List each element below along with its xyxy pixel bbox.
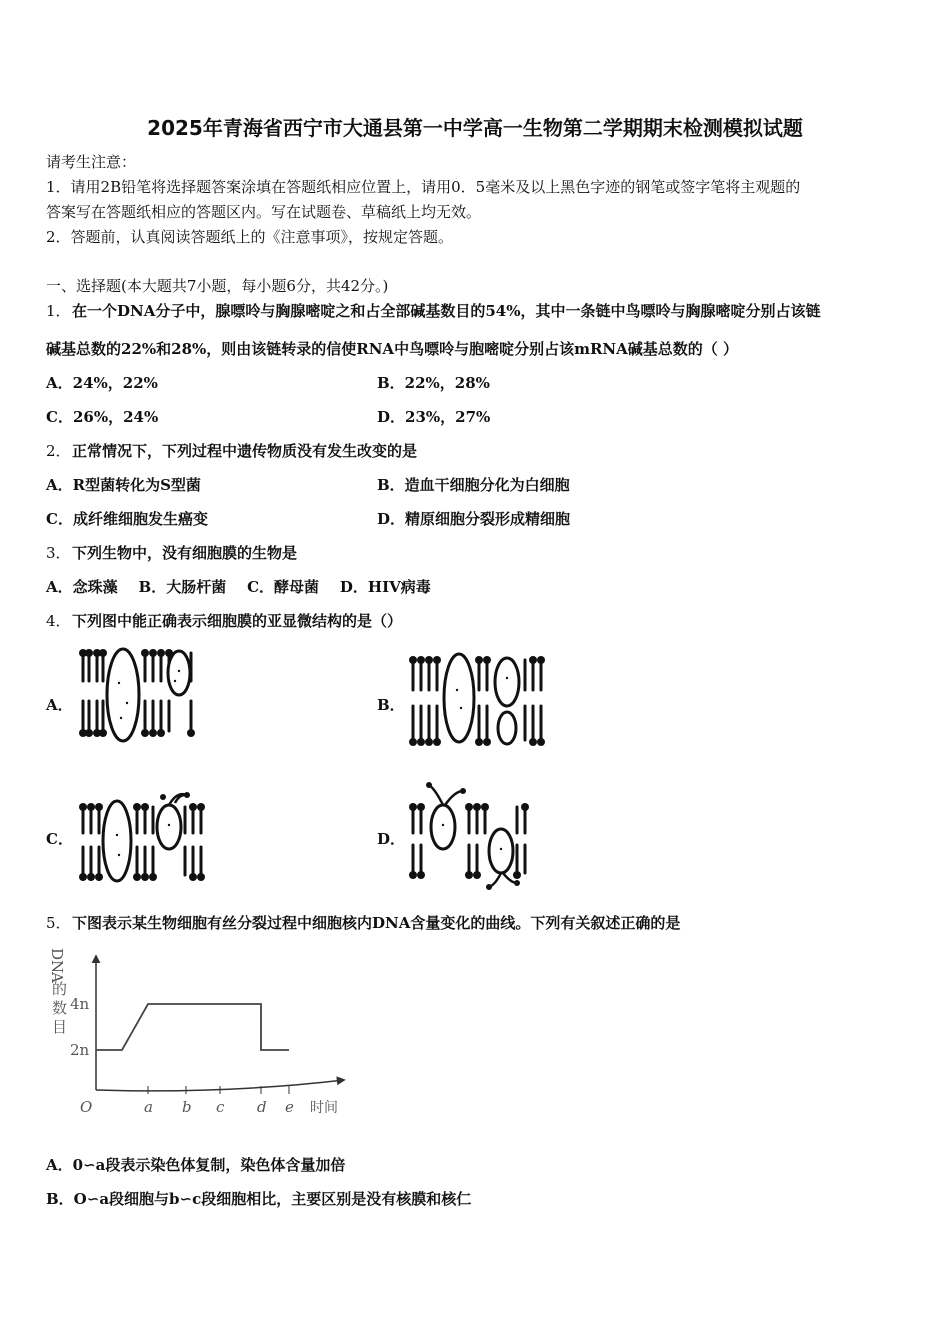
q2-stem: 正常情况下，下列过程中遗传物质没有发生改变的是 [72, 442, 418, 460]
y-label-char: A [48, 972, 66, 983]
notice-line-1a: 1．请用2B铅笔将选择题答案涂填在答题纸相应位置上，请用0．5毫米及以上黑色字迹的钢笔或签字笔将主观题的 [46, 178, 801, 196]
q1-option-a: A．24%，22% [46, 374, 158, 392]
x-tick-label: b [182, 1098, 192, 1116]
y-label-char: 的 [52, 980, 68, 998]
q1-option-c: C．26%，24% [46, 408, 159, 426]
q5-option-a: A．0∽a段表示染色体复制，染色体含量加倍 [46, 1156, 346, 1174]
q2-number: 2． [46, 442, 71, 460]
q3-number: 3． [46, 544, 71, 562]
y-label-char: 数 [52, 999, 68, 1017]
x-tick-label: d [257, 1098, 267, 1116]
x-tick-label: c [216, 1098, 225, 1116]
section-heading: 一、选择题(本大题共7小题，每小题6分，共42分。) [46, 277, 389, 295]
q1-option-d: D．23%，27% [377, 408, 491, 426]
dna-series-line [96, 1004, 289, 1050]
y-label-char: D [48, 948, 66, 961]
y-label-char: 目 [52, 1018, 68, 1036]
q1-number: 1． [46, 302, 71, 320]
membrane-figure-b [405, 650, 550, 750]
membrane-figure-a [75, 643, 200, 748]
dna-content-chart [44, 944, 354, 1124]
q2-option-c: C．成纤维细胞发生癌变 [46, 510, 208, 528]
q4-option-a-label: A． [46, 696, 73, 714]
q5-number: 5． [46, 914, 71, 932]
y-tick-label: 4n [70, 995, 90, 1013]
q2-option-b: B．造血干细胞分化为白细胞 [377, 476, 570, 494]
notice-line-2: 2．答题前，认真阅读答题纸上的《注意事项》，按规定答题。 [46, 228, 454, 246]
x-tick-label: a [144, 1098, 153, 1116]
q5-stem: 下图表示某生物细胞有丝分裂过程中细胞核内DNA含量变化的曲线。下列有关叙述正确的是 [72, 914, 681, 932]
q5-option-b: B．O∽a段细胞与b∽c段细胞相比，主要区别是没有核膜和核仁 [46, 1190, 472, 1208]
q4-option-d-label: D． [377, 830, 406, 848]
page-title: 2025年青海省西宁市大通县第一中学高一生物第二学期期末检测模拟试题 [147, 116, 803, 140]
y-tick-label: 2n [70, 1041, 90, 1059]
notice-heading: 请考生注意： [46, 153, 137, 171]
q3-stem: 下列生物中，没有细胞膜的生物是 [72, 544, 298, 562]
q2-option-d: D．精原细胞分裂形成精细胞 [377, 510, 571, 528]
q4-stem: 下列图中能正确表示细胞膜的亚显微结构的是（） [72, 612, 403, 630]
membrane-figure-c [75, 785, 205, 890]
q2-option-a: A．R型菌转化为S型菌 [46, 476, 201, 494]
q4-option-c-label: C． [46, 830, 73, 848]
x-tick-label: O [80, 1098, 93, 1116]
q1-option-b: B．22%，28% [377, 374, 490, 392]
q4-number: 4． [46, 612, 71, 630]
x-axis-label: 时间 [310, 1100, 338, 1116]
q1-stem-line2: 碱基总数的22%和28%，则由该链转录的信使RNA中鸟嘌呤与胞嘧啶分别占该mRNA碱基总数的（ ） [46, 340, 738, 358]
q3-options: A．念珠藻 B．大肠杆菌 C．酵母菌 D．HIV病毒 [46, 578, 431, 596]
q1-stem-line1: 在一个DNA分子中，腺嘌呤与胸腺嘧啶之和占全部碱基数目的54%，其中一条链中鸟嘌呤与胸腺嘧啶分别占该链 [72, 302, 821, 320]
y-label-char: N [48, 960, 66, 974]
x-tick-label: e [285, 1098, 294, 1116]
y-axis-label [48, 948, 67, 1036]
membrane-figure-d [405, 777, 535, 892]
q4-option-b-label: B． [377, 696, 405, 714]
notice-line-1b: 答案写在答题纸相应的答题区内。写在试题卷、草稿纸上均无效。 [46, 203, 482, 221]
